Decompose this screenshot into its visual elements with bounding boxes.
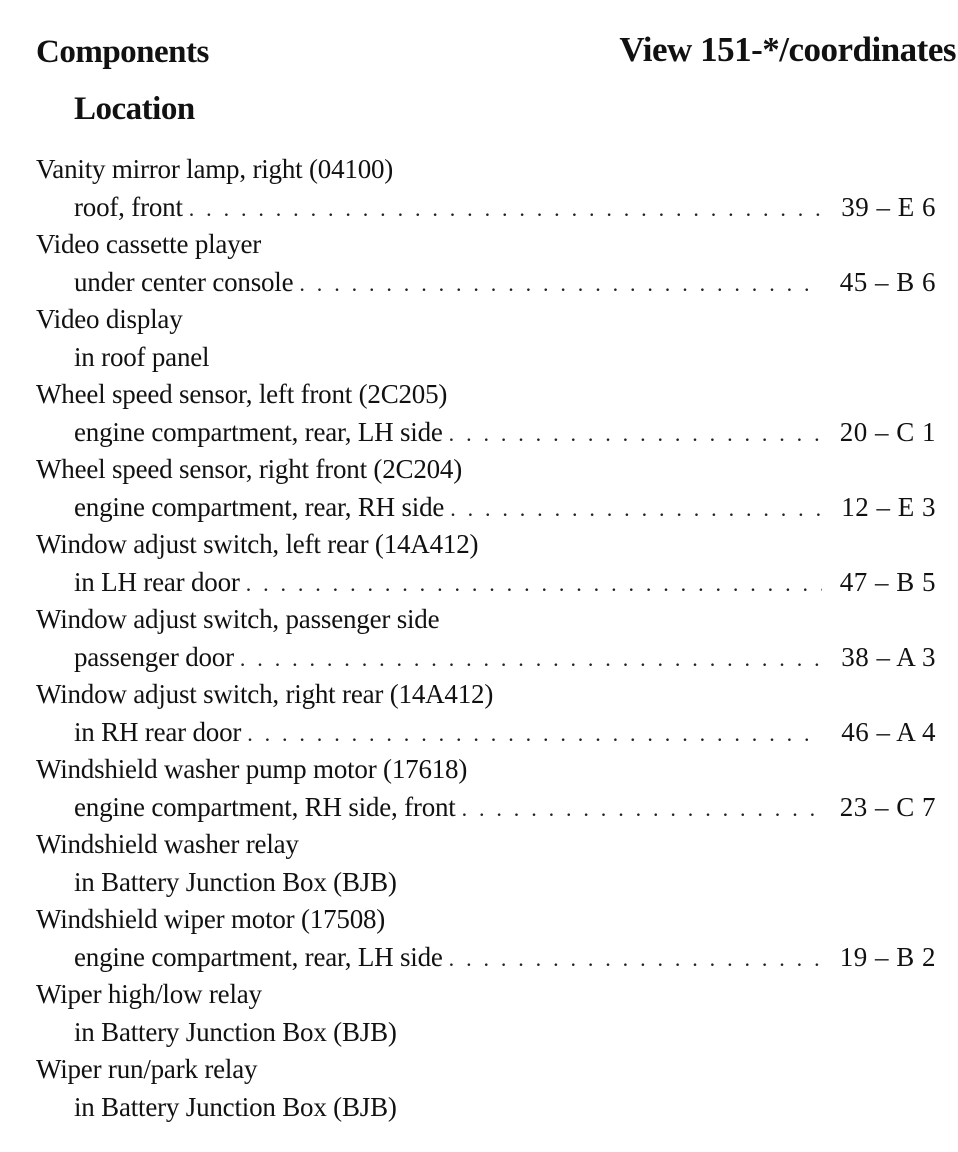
dot-leader xyxy=(240,640,822,678)
component-entry xyxy=(36,526,936,601)
dot-leader xyxy=(299,265,822,303)
component-name: Wiper high/low relay xyxy=(36,979,262,1009)
location-text: engine compartment, rear, LH side xyxy=(74,416,443,447)
location-text: in Battery Junction Box (BJB) xyxy=(74,1091,397,1122)
location-row xyxy=(36,189,936,227)
location-text: in Battery Junction Box (BJB) xyxy=(74,1016,397,1047)
component-name: Window adjust switch, right rear (14A412) xyxy=(36,679,494,709)
location-text: in roof panel xyxy=(74,341,210,372)
location-row xyxy=(36,414,936,452)
location-row xyxy=(36,264,936,302)
location-text: passenger door xyxy=(74,641,234,672)
dot-leader xyxy=(462,790,822,828)
component-entry xyxy=(36,976,936,1051)
component-entry xyxy=(36,376,936,451)
dot-leader xyxy=(247,715,822,753)
coordinates: 45 – B 6 xyxy=(839,266,936,297)
location-row xyxy=(36,1089,936,1127)
component-entry xyxy=(36,451,936,526)
component-name: Video cassette player xyxy=(36,229,262,259)
coordinates: 23 – C 7 xyxy=(839,791,936,822)
component-name: Video display xyxy=(36,304,183,334)
location-text: engine compartment, rear, LH side xyxy=(74,941,443,972)
component-entry xyxy=(36,676,936,751)
location-text: in LH rear door xyxy=(74,566,240,597)
dot-leader xyxy=(189,190,822,228)
coordinates: 39 – E 6 xyxy=(841,191,936,222)
location-heading: Location xyxy=(74,91,195,127)
component-entry xyxy=(36,301,936,376)
location-text: roof, front xyxy=(74,191,183,222)
location-text: engine compartment, rear, RH side xyxy=(74,491,445,522)
location-row xyxy=(36,714,936,752)
coordinates: 47 – B 5 xyxy=(839,566,936,597)
dot-leader xyxy=(450,490,822,528)
location-text: in RH rear door xyxy=(74,716,242,747)
component-location-list xyxy=(36,151,936,1126)
location-row xyxy=(36,564,936,602)
coordinates: 20 – C 1 xyxy=(839,416,936,447)
dot-leader xyxy=(449,415,822,453)
component-entry xyxy=(36,826,936,901)
component-entry xyxy=(36,601,936,676)
dot-leader xyxy=(246,565,822,603)
component-entry xyxy=(36,1051,936,1126)
location-row xyxy=(36,789,936,827)
location-row xyxy=(36,339,936,377)
component-entry xyxy=(36,226,936,301)
component-name: Windshield washer pump motor (17618) xyxy=(36,754,468,784)
location-row xyxy=(36,639,936,677)
location-row xyxy=(36,489,936,527)
coordinates: 38 – A 3 xyxy=(841,641,936,672)
component-name: Windshield washer relay xyxy=(36,829,299,859)
component-entry xyxy=(36,751,936,826)
dot-leader xyxy=(449,940,822,978)
location-row xyxy=(36,864,936,902)
component-name: Wiper run/park relay xyxy=(36,1054,258,1084)
component-name: Wheel speed sensor, right front (2C204) xyxy=(36,454,463,484)
location-text: engine compartment, RH side, front xyxy=(74,791,456,822)
coordinates: 46 – A 4 xyxy=(841,716,936,747)
location-row xyxy=(36,939,936,977)
component-name: Vanity mirror lamp, right (04100) xyxy=(36,154,394,184)
component-name: Window adjust switch, passenger side xyxy=(36,604,440,634)
coordinates: 19 – B 2 xyxy=(839,941,936,972)
component-name: Window adjust switch, left rear (14A412) xyxy=(36,529,479,559)
location-text: in Battery Junction Box (BJB) xyxy=(74,866,397,897)
component-name: Wheel speed sensor, left front (2C205) xyxy=(36,379,448,409)
location-row xyxy=(36,1014,936,1052)
view-coordinates-heading: View 151-*/coordinates xyxy=(619,30,956,69)
component-entry xyxy=(36,901,936,976)
coordinates: 12 – E 3 xyxy=(841,491,936,522)
location-text: under center console xyxy=(74,266,294,297)
components-heading: Components xyxy=(36,34,209,70)
component-name: Windshield wiper motor (17508) xyxy=(36,904,386,934)
component-entry xyxy=(36,151,936,226)
